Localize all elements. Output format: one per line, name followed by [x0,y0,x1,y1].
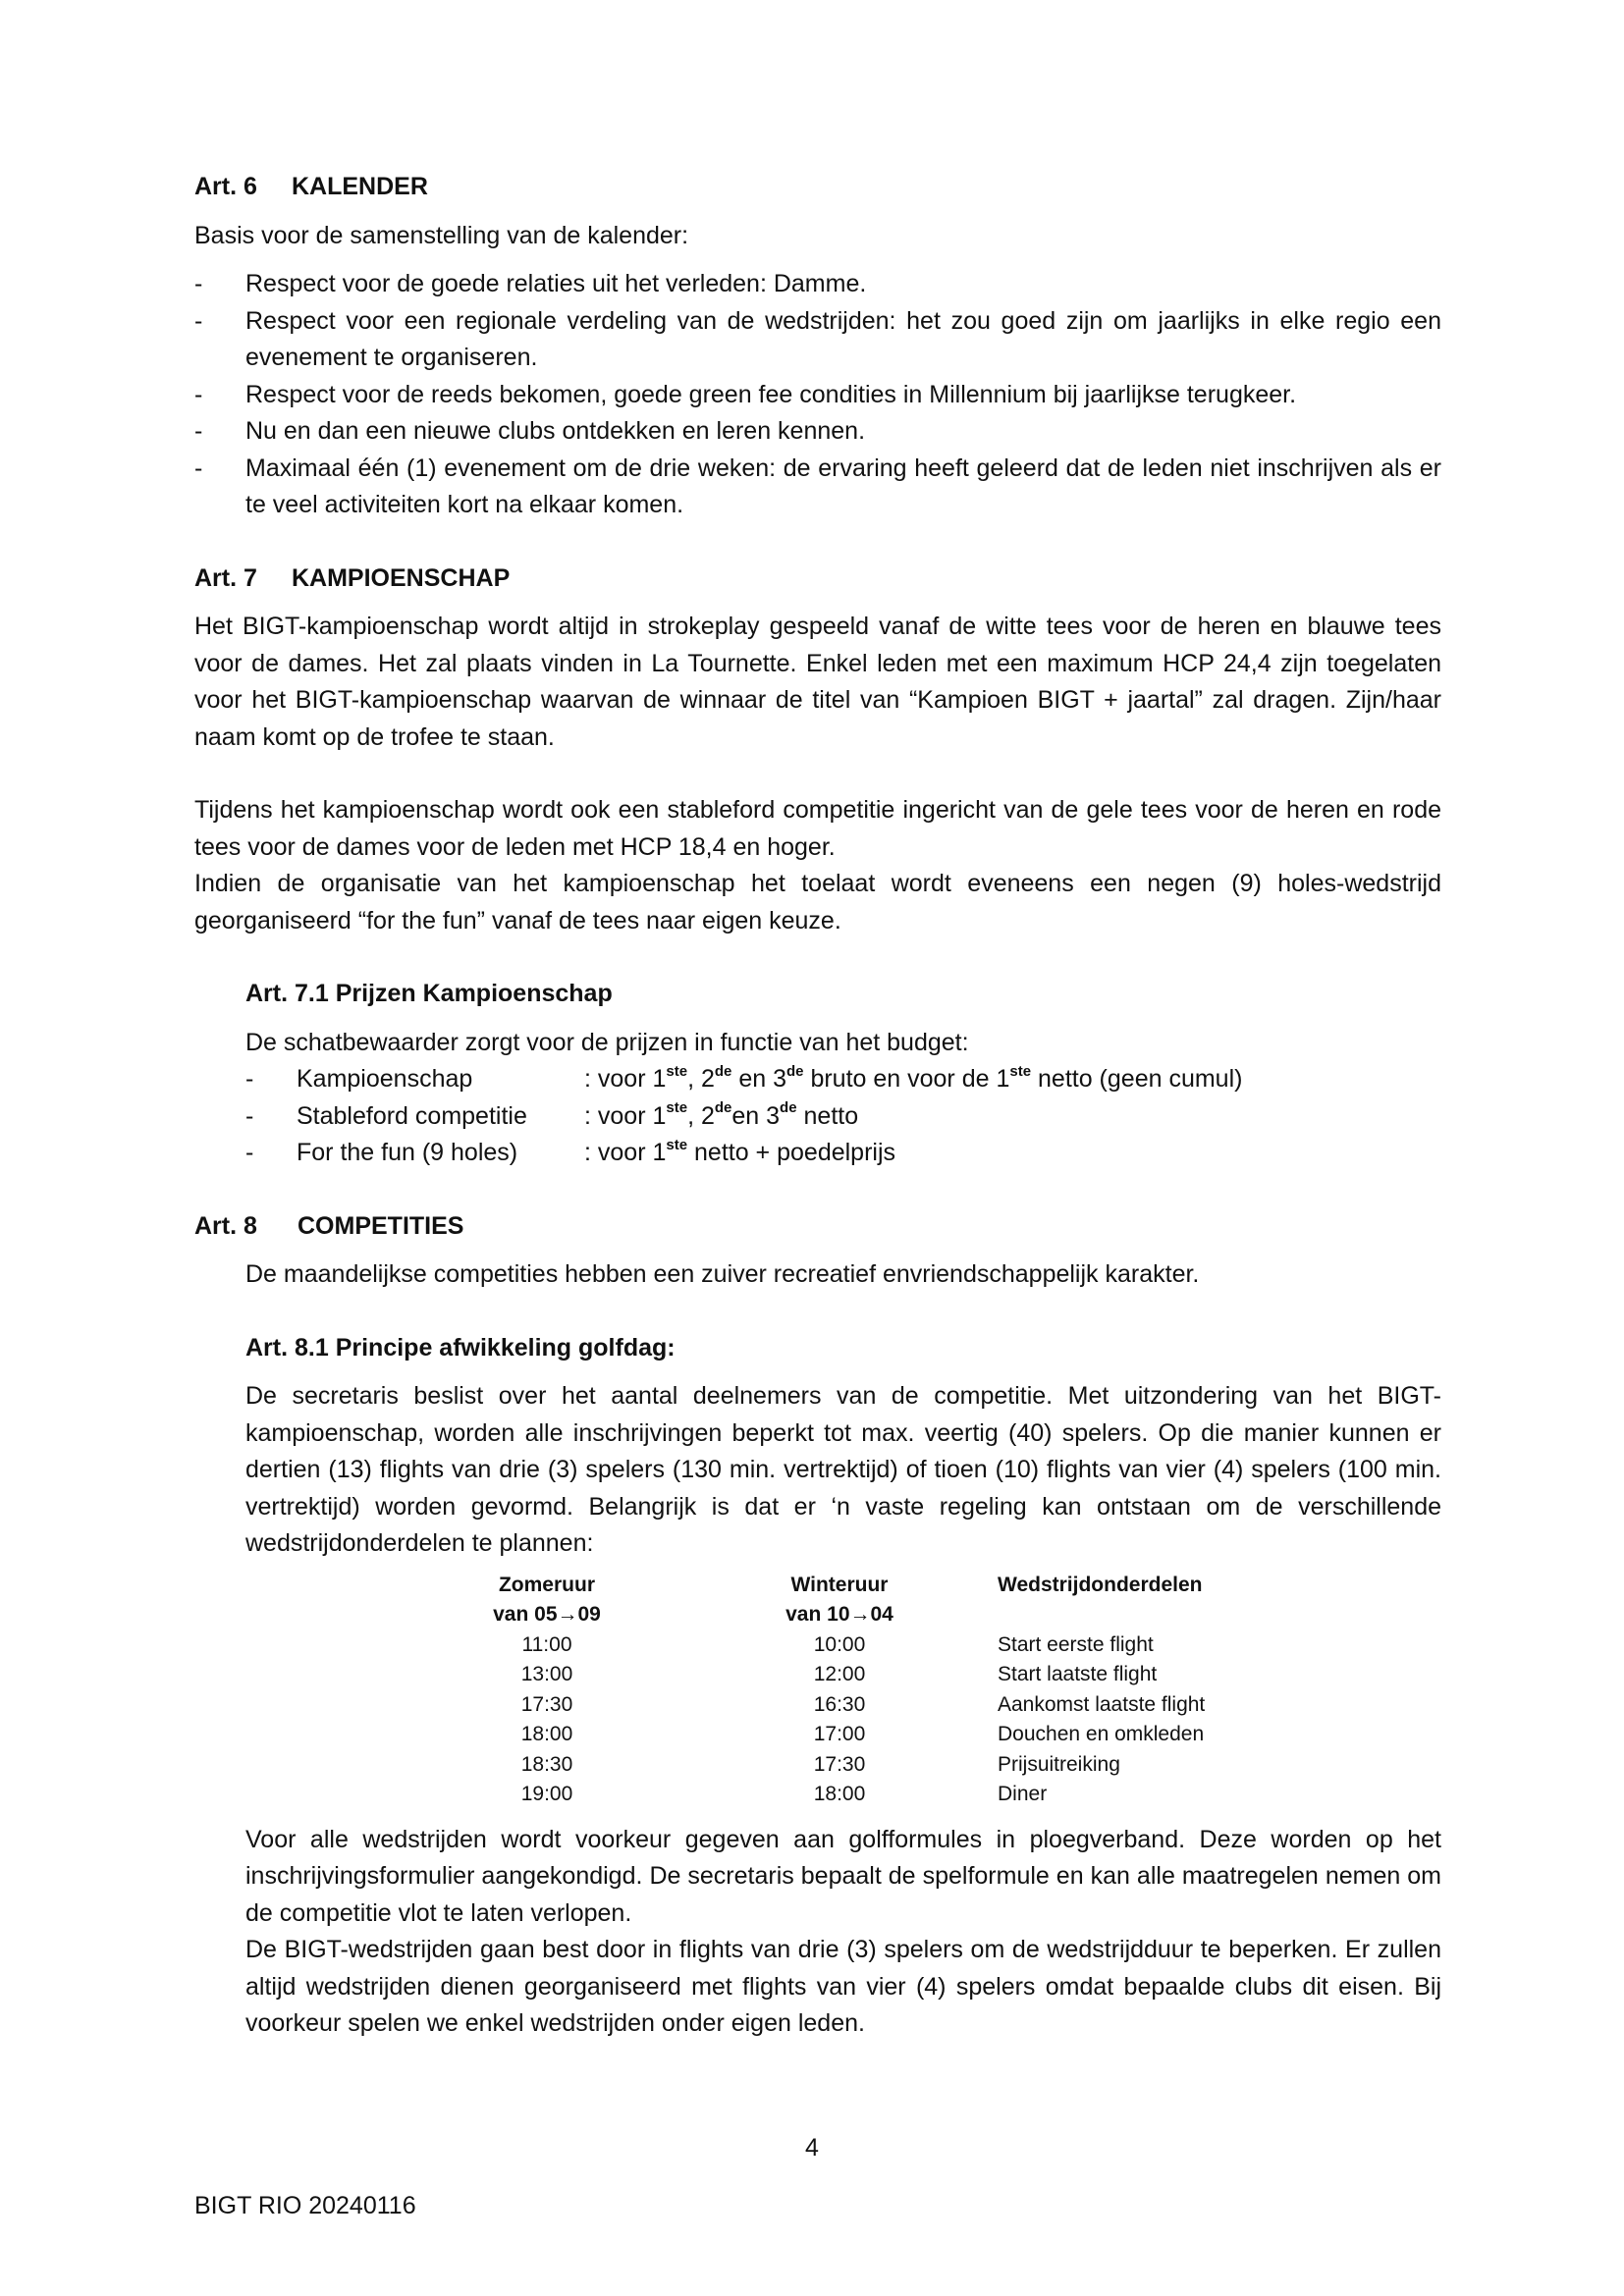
prize-description: : voor 1ste netto + poedelprijs [584,1136,896,1166]
column-header-summer: Zomeruur [498,1573,595,1596]
art8-paragraph: De maandelijkse competities hebben een zuiver recreatief envriendschappelijk karakter. [245,1260,1200,1288]
list-item: - Respect voor de reeds bekomen, goede green fee condities in Millennium bij jaarlijkse terugkeer. [194,377,1441,414]
table-row: 11:00 10:00 Start eerste flight [521,1632,1154,1656]
art81-paragraph-3: De BIGT-wedstrijden gaan best door in flights van drie (3) spelers om de wedstrijdduur te beperken. Er zullen altijd wedstrijden dienen georganiseerd met flights van vier (4) spelers omdat bepaalde clubs dit eisen. Bij voorkeur spelen we enkel wedstrijden onder eigen leden. [245,1936,1441,2037]
page-number: 4 [805,2134,819,2162]
dash-bullet: - [194,454,203,482]
prize-item [245,1135,1441,1172]
column-header-winter: Winteruur [790,1573,889,1596]
dash-bullet: - [245,1065,254,1093]
section-heading-art8 [194,1208,1441,1246]
section-number: Art. 7 [194,563,257,592]
art81-paragraph-2: Voor alle wedstrijden wordt voorkeur gegeven aan golfformules in ploegverband. Deze worden op het inschrijvingsformulier aangekondigd. De secretaris bepaalt de spelformule en kan alle maatregelen nemen om de competitie vlot te laten verlopen. [245,1825,1441,1927]
art7-paragraph-3: Indien de organisatie van het kampioenschap het toelaat wordt eveneens een negen (9) holes-wedstrijd georganiseerd “for the fun” vanaf de tees naar eigen keuze. [194,870,1441,934]
dash-bullet: - [194,380,203,408]
art7-paragraph-2: Tijdens het kampioenschap wordt ook een stableford competitie ingericht van de gele tees voor de heren en rode tees voor de dames voor de leden met HCP 18,4 en hoger. [194,796,1441,861]
column-header-parts: Wedstrijdonderdelen [998,1573,1203,1596]
section-title: COMPETITIES [298,1211,464,1240]
list-item: - Respect voor een regionale verdeling van de wedstrijden: het zou goed zijn om jaarlijks in elke regio een evenement te organiseren. [194,303,1441,377]
section-title: KAMPIOENSCHAP [292,563,511,592]
column-subheader-summer: van 05→09 [493,1603,601,1626]
section-number: Art. 6 [194,173,257,200]
art71-intro: De schatbewaarder zorgt voor de prijzen in functie van het budget: [245,1028,969,1056]
section-heading-art6 [194,169,1441,206]
dash-bullet: - [245,1139,254,1166]
subsection-heading-art8-1: Art. 8.1 Principe afwikkeling golfdag: [245,1333,676,1362]
dash-bullet: - [194,270,203,297]
prize-category: Kampioenschap [297,1065,473,1093]
art7-paragraph-1: Het BIGT-kampioenschap wordt altijd in strokeplay gespeeld vanaf de witte tees voor de heren en blauwe tees voor de dames. Het zal plaats vinden in La Tournette. Enkel leden met een maximum HCP 24,4 zijn toegelaten voor het BIGT-kampioenschap waarvan de winnaar de titel van “Kampioen BIGT + jaartal” zal dragen. Zijn/haar naam komt op de trofee te staan. [194,613,1441,751]
list-item: - Respect voor de goede relaties uit het verleden: Damme. [194,266,1441,303]
section-number: Art. 8 [194,1211,257,1240]
page-content [194,169,1441,2043]
art6-intro: Basis voor de samenstelling van de kalender: [194,221,689,249]
prize-description: : voor 1ste, 2de en 3de bruto en voor de 1ste netto (geen cumul) [584,1062,1243,1093]
table-row: 17:30 16:30 Aankomst laatste flight [520,1692,1206,1716]
schedule-table [401,1571,1322,1810]
table-row: 13:00 12:00 Start laatste flight [520,1663,1158,1685]
prize-item [245,1061,1441,1098]
table-row: 19:00 18:00 Diner [520,1783,1048,1805]
prize-item [245,1098,1441,1136]
prize-list [245,1061,1441,1172]
prize-category: For the fun (9 holes) [297,1139,518,1166]
table-row: 18:00 17:00 Douchen en omkleden [520,1723,1205,1745]
section-heading-art7 [194,561,1441,598]
dash-bullet: - [245,1101,254,1130]
list-item: - Nu en dan een nieuwe clubs ontdekken en leren kennen. [194,413,1441,451]
dash-bullet: - [194,417,203,445]
footer-text: BIGT RIO 20240116 [194,2192,416,2219]
art6-list [194,266,1441,524]
column-subheader-winter: van 10→04 [785,1603,893,1626]
art81-paragraph-1: De secretaris beslist over het aantal deelnemers van de competitie. Met uitzondering van het BIGT-kampioenschap, worden alle inschrijvingen beperkt tot max. veertig (40) spelers. Op die manier kunnen er dertien (13) flights van drie (3) spelers (130 min. vertrektijd) of tioen (10) flights van vier (4) spelers (100 min. vertrektijd) worden gevormd. Belangrijk is dat er ‘n vaste regeling kan ontstaan om de verschillende wedstrijdonderdelen te plannen: [245,1382,1441,1557]
table-row: 18:30 17:30 Prijsuitreiking [520,1752,1120,1776]
prize-description: : voor 1ste, 2deen 3de netto [584,1099,859,1130]
list-item: - Maximaal één (1) evenement om de drie weken: de ervaring heeft geleerd dat de leden niet inschrijven als er te veel activiteiten kort na elkaar komen. [194,451,1441,524]
subsection-heading-art7-1: Art. 7.1 Prijzen Kampioenschap [245,980,613,1007]
dash-bullet: - [194,306,203,335]
section-title: KALENDER [292,173,428,200]
prize-category: Stableford competitie [297,1101,527,1130]
